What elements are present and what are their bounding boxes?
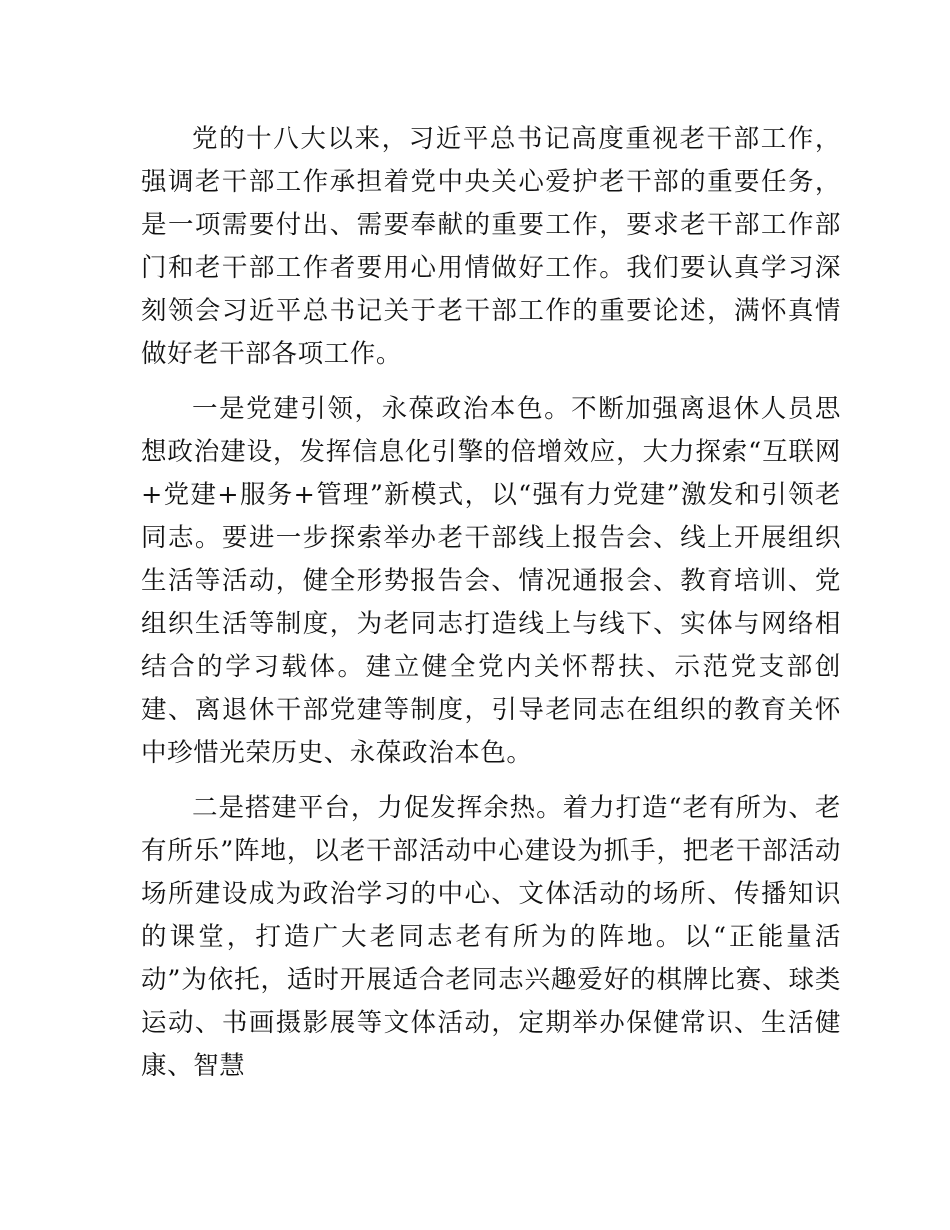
document-body (141, 118, 841, 1088)
paragraph-intro: 党的十八大以来，习近平总书记高度重视老干部工作，强调老干部工作承担着党中央关心爱护老干部的重要任务，是一项需要付出、需要奉献的重要工作，要求老干部工作部门和老干部工作者要用心用情做好工作。我们要认真学习深刻领会习近平总书记关于老干部工作的重要论述，满怀真情做好老干部各项工作。 (141, 124, 841, 369)
paragraph-party-building: 一是党建引领，永葆政治本色。不断加强离退休人员思想政治建设，发挥信息化引擎的倍增效应，大力探索“互联网+党建+服务+管理”新模式，以“强有力党建”激发和引领老同志。要进一步探索举办老干部线上报告会、线上开展组织生活等活动，健全形势报告会、情况通报会、教育培训、党组织生活等制度，为老同志打造线上与线下、实体与网络相结合的学习载体。建立健全党内关怀帮扶、示范党支部创建、离退休干部党建等制度，引导老同志在组织的教育关怀中珍惜光荣历史、永葆政治本色。 (141, 394, 841, 768)
paragraph-platform: 二是搭建平台，力促发挥余热。着力打造“老有所为、老有所乐”阵地，以老干部活动中心建设为抓手，把老干部活动场所建设成为政治学习的中心、文体活动的场所、传播知识的课堂，打造广大老同志老有所为的阵地。以“正能量活动”为依托，适时开展适合老同志兴趣爱好的棋牌比赛、球类运动、书画摄影展等文体活动，定期举办保健常识、生活健康、智慧 (141, 793, 841, 1081)
